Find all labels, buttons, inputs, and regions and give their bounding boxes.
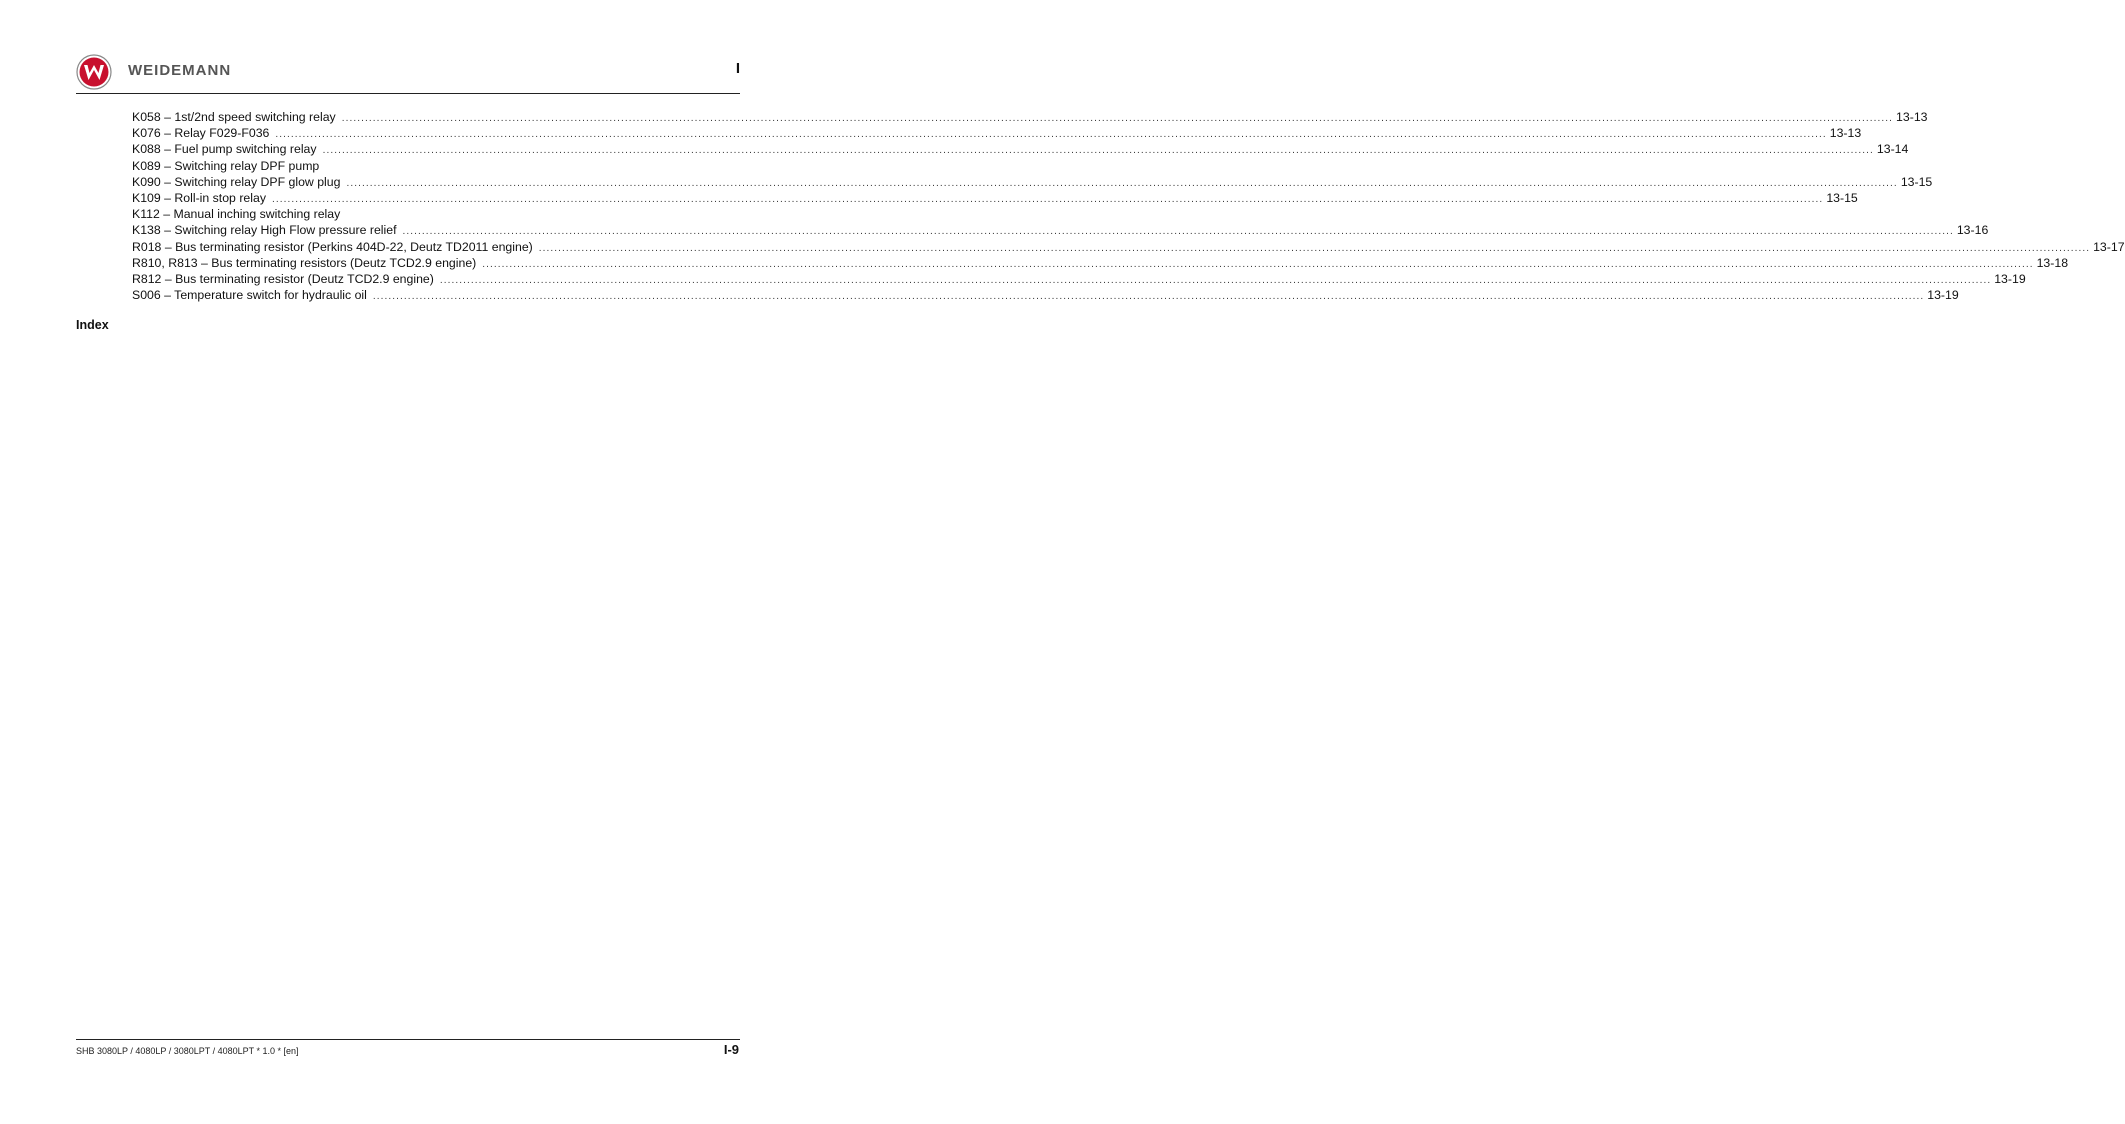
toc-entry[interactable] bbox=[132, 174, 1933, 190]
toc-entry-page: 13-19 bbox=[1927, 288, 1959, 303]
toc-entry-title: K089 – Switching relay DPF pump bbox=[132, 158, 320, 173]
section-letter: I bbox=[735, 60, 740, 77]
toc-entry[interactable] bbox=[132, 125, 1862, 141]
toc-entry-page: 13-13 bbox=[1829, 126, 1862, 141]
brand-name: WEIDEMANN bbox=[128, 62, 232, 79]
footer-document-id: SHB 3080LP / 4080LP / 3080LPT / 4080LPT * 1.0 * [en] bbox=[76, 1046, 299, 1056]
toc-entry-title: R812 – Bus terminating resistor (Deutz TCD2.9 engine) bbox=[132, 271, 434, 286]
toc-leader-dots: ................................................................................................................................................................................................................................................................................................................................................................................................................ bbox=[439, 274, 1992, 286]
toc-entry-title: K138 – Switching relay High Flow pressure relief bbox=[132, 223, 397, 238]
toc-leader-dots: ................................................................................................................................................................................................................................................................................................................................................................................................................ bbox=[341, 113, 1894, 124]
toc-entry-page: 13-15 bbox=[1826, 190, 1858, 205]
toc-leader-dots: ................................................................................................................................................................................................................................................................................................................................................................................................................ bbox=[538, 242, 2091, 254]
footer-divider bbox=[76, 1039, 740, 1040]
footer-page-number: I-9 bbox=[723, 1042, 739, 1057]
toc-entry[interactable] bbox=[132, 255, 2069, 271]
toc-entry-title: K109 – Roll-in stop relay bbox=[132, 190, 266, 205]
toc-entry[interactable] bbox=[132, 271, 2026, 287]
toc-entry-page: 13-19 bbox=[1994, 271, 2026, 286]
toc-entry-title: K090 – Switching relay DPF glow plug bbox=[132, 174, 341, 189]
toc-leader-dots: ................................................................................................................................................................................................................................................................................................................................................................................................................ bbox=[482, 258, 2034, 270]
toc-entry-title: K112 – Manual inching switching relay bbox=[132, 207, 341, 222]
index-heading[interactable]: Index bbox=[76, 318, 109, 332]
toc-entry-title: R018 – Bus terminating resistor (Perkins 404D-22, Deutz TD2011 engine) bbox=[132, 239, 533, 254]
header-divider bbox=[76, 93, 740, 94]
toc-entry-title: R810, R813 – Bus terminating resistors (Deutz TCD2.9 engine) bbox=[132, 255, 477, 270]
toc-entry[interactable] bbox=[132, 287, 1959, 303]
toc-entry[interactable] bbox=[132, 222, 1989, 238]
toc-entry-title: K088 – Fuel pump switching relay bbox=[132, 142, 317, 157]
toc-entry-title: K058 – 1st/2nd speed switching relay bbox=[132, 110, 336, 124]
toc-leader-dots: ................................................................................................................................................................................................................................................................................................................................................................................................................ bbox=[402, 226, 1954, 238]
toc-entry-title: S006 – Temperature switch for hydraulic oil bbox=[132, 288, 367, 303]
toc-entry-page: 13-17 bbox=[2093, 239, 2125, 254]
toc-entry-page: 13-13 bbox=[1896, 110, 1928, 124]
table-of-contents bbox=[132, 109, 2125, 303]
toc-entry[interactable] bbox=[132, 158, 739, 174]
toc-entry-page: 13-18 bbox=[2036, 255, 2069, 270]
toc-leader-dots: ................................................................................................................................................................................................................................................................................................................................................................................................................ bbox=[275, 129, 1827, 141]
toc-entry-page: 13-15 bbox=[1900, 174, 1933, 189]
toc-entry[interactable] bbox=[132, 109, 1928, 125]
toc-leader-dots: ................................................................................................................................................................................................................................................................................................................................................................................................................ bbox=[271, 193, 1824, 205]
toc-entry[interactable] bbox=[132, 206, 739, 222]
toc-leader-dots: ................................................................................................................................................................................................................................................................................................................................................................................................................ bbox=[322, 145, 1874, 157]
page-header bbox=[76, 52, 740, 92]
weidemann-logo-icon bbox=[76, 54, 112, 90]
toc-leader-dots: ................................................................................................................................................................................................................................................................................................................................................................................................................ bbox=[372, 291, 1925, 303]
toc-entry[interactable] bbox=[132, 141, 1909, 157]
toc-entry-title: K076 – Relay F029-F036 bbox=[132, 126, 270, 141]
toc-entry-page: 13-16 bbox=[1956, 223, 1989, 238]
toc-entry[interactable] bbox=[132, 190, 1858, 206]
toc-leader-dots: ................................................................................................................................................................................................................................................................................................................................................................................................................ bbox=[346, 177, 1898, 189]
toc-entry-page: 13-14 bbox=[1876, 142, 1909, 157]
toc-entry[interactable] bbox=[132, 239, 2125, 255]
